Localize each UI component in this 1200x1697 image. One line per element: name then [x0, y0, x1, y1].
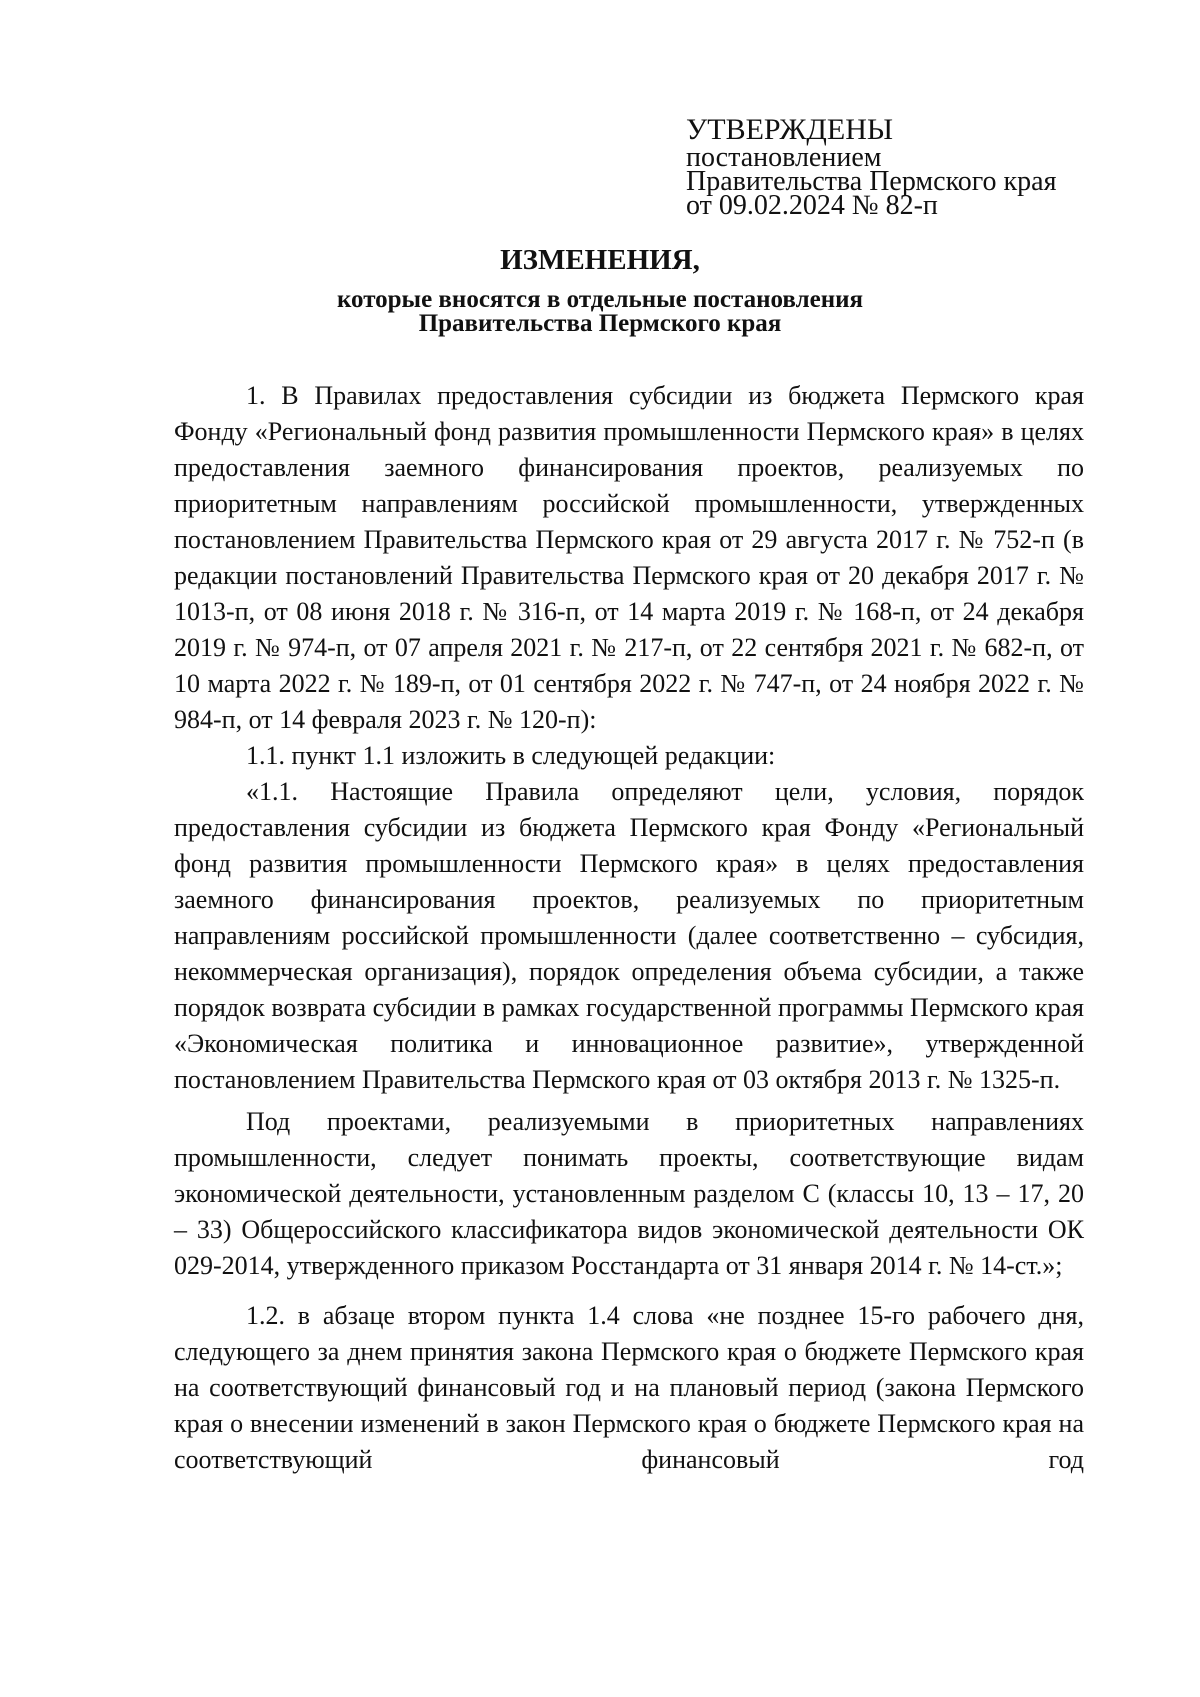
document-subtitle-line-2: Правительства Пермского края: [418, 310, 782, 337]
document-body: [174, 378, 1084, 1478]
paragraph-1-1: 1.1. пункт 1.1 изложить в следующей редакции:: [246, 741, 776, 770]
document-subtitle-line-1: которые вносятся в отдельные постановления: [336, 286, 864, 313]
paragraph-quote-1-1: «1.1. Настоящие Правила определяют цели, условия, порядок предоставления субсидии из бюджета Пермского края Фонду «Региональный фонд развития промышленности Пермского края» в целях предоставления заемного финансирования проектов, реализуемых по приоритетным направлениям российской промышленности (далее соответственно – субсидия, некоммерческая организация), порядок определения объема субсидии, а также порядок возврата субсидии в рамках государственной программы Пермского края «Экономическая политика и инновационное развитие», утвержденной постановлением Правительства Пермского края от 03 октября 2013 г. № 1325-п.: [174, 777, 1084, 1094]
approval-line-2: Правительства Пермского края: [686, 166, 1057, 197]
paragraph-1-2: 1.2. в абзаце втором пункта 1.4 слова «не позднее 15-го рабочего дня, следующего за днем принятия закона Пермского края о бюджете Пермского края на соответствующий финансовый год и на плановый период (закона Пермского края о внесении изменений в закон Пермского края о бюджете Пермского края на соответствующий финансовый год: [174, 1301, 1084, 1474]
document-title: ИЗМЕНЕНИЯ,: [500, 244, 700, 276]
paragraph-projects-definition: Под проектами, реализуемыми в приоритетных направлениях промышленности, следует понимать проекты, соответствующие видам экономической деятельности, установленным разделом С (классы 10, 13 – 17, 20 – 33) Общероссийского классификатора видов экономической деятельности ОК 029-2014, утвержденного приказом Росстандарта от 31 января 2014 г. № 14-ст.»;: [174, 1107, 1084, 1280]
paragraph-1: 1. В Правилах предоставления субсидии из бюджета Пермского края Фонду «Региональный фонд развития промышленности Пермского края» в целях предоставления заемного финансирования проектов, реализуемых по приоритетным направлениям российской промышленности, утвержденных постановлением Правительства Пермского края от 29 августа 2017 г. № 752-п (в редакции постановлений Правительства Пермского края от 20 декабря 2017 г. № 1013-п, от 08 июня 2018 г. № 316-п, от 14 марта 2019 г. № 168-п, от 24 декабря 2019 г. № 974-п, от 07 апреля 2021 г. № 217-п, от 22 сентября 2021 г. № 682-п, от 10 марта 2022 г. № 189-п, от 01 сентября 2022 г. № 747-п, от 24 ноября 2022 г. № 984-п, от 14 февраля 2023 г. № 120-п):: [174, 381, 1084, 734]
approval-stamp: [686, 113, 1057, 221]
approval-line-1: постановлением: [686, 142, 882, 173]
approval-title: УТВЕРЖДЕНЫ: [686, 113, 894, 146]
approval-line-3: от 09.02.2024 № 82-п: [686, 190, 938, 221]
